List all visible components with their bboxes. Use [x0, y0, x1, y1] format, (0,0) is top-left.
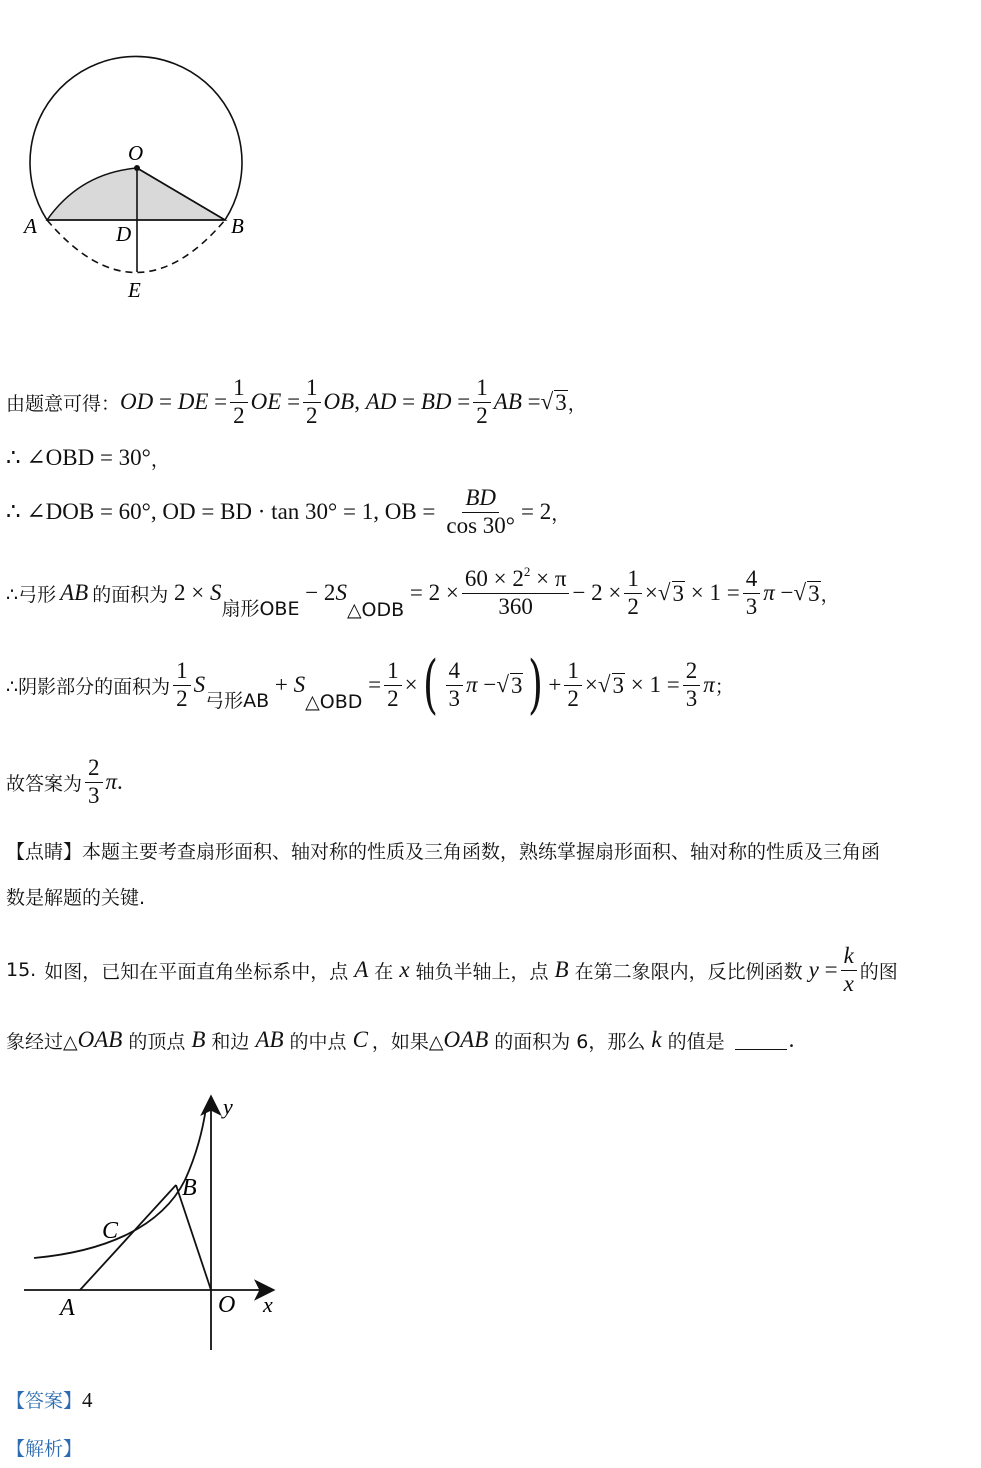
analysis-section: 【解析】: [6, 1438, 83, 1460]
solution-line-4: ∴弓形 AB 的面积为 2 × S 扇形OBE − 2S △ODB = 2 × $\frac{60 \times 2^2 \times \pi}{360}$ − 2 × $\frac{1}{2}$ × √ 3 × 1 = $\frac{4}{3}$ π − √ 3 ，: [6, 564, 840, 621]
label-x: x: [263, 1292, 273, 1317]
circle-figure: [20, 40, 260, 310]
segment-ab: [80, 1185, 176, 1290]
label-o2: O: [218, 1292, 236, 1318]
solution-line-1: 由题意可得： OD = DE = $\frac{1}{2}$ OE = $\frac{1}{2}$ OB, AD = BD = $\frac{1}{2}$ AB = √ 3 ，: [6, 375, 587, 428]
label-b: B: [231, 214, 244, 238]
label-d: D: [116, 222, 132, 246]
answer-line: 故答案为 $\frac{2}{3}$ π .: [6, 755, 123, 808]
label-o: O: [128, 141, 144, 165]
label-b2: B: [182, 1175, 197, 1201]
answer-section: 【答案】4: [6, 1388, 93, 1412]
solution-line-5: ∴阴影部分的面积为 $\frac{1}{2}$ S 弓形AB + S △OBD = $\frac{1}{2}$ × ( $\frac{4}{3}$ π − √ 3 ) + $\frac{1}{2}$ × √ 3 × 1 = $\frac{2}{3}$ π ；: [6, 648, 734, 722]
solution-line-2: ∴ ∠OBD = 30° ，: [6, 445, 170, 471]
q15-line-1: 15. 如图，已知在平面直角坐标系中，点 A 在 x 轴负半轴上，点 B 在第二象限内，反比例函数 y = $\frac{k}{x}$ 的图: [6, 943, 898, 996]
solution-line-3: ∴ ∠DOB = 60°, OD = BD · tan 30° = 1, OB = $\frac{BD}{\cos 30^\circ}$ = 2 ，: [6, 485, 571, 538]
label-a: A: [24, 214, 37, 238]
label-y: y: [223, 1094, 233, 1119]
q15-line-2: 象经过△ OAB 的顶点 B 和边 AB 的中点 C ，如果△ OAB 的面积为 6，那么 k 的值是 .: [6, 1027, 795, 1053]
dianjing-paragraph: 【点睛】本题主要考查扇形面积、轴对称的性质及三角函数，熟练掌握扇形面积、轴对称的性质及三角函 数是解题的关键.: [6, 841, 881, 909]
label-c: C: [102, 1218, 119, 1244]
label-a2: A: [60, 1295, 75, 1321]
shaded-segment: [47, 168, 225, 220]
label-e: E: [128, 278, 141, 302]
coordinate-figure: [20, 1090, 290, 1355]
answer-blank: [735, 1031, 787, 1050]
point-o: [134, 165, 140, 171]
hyperbola-curve: [34, 1108, 206, 1258]
circle-lower-arc-dashed: [47, 220, 225, 273]
